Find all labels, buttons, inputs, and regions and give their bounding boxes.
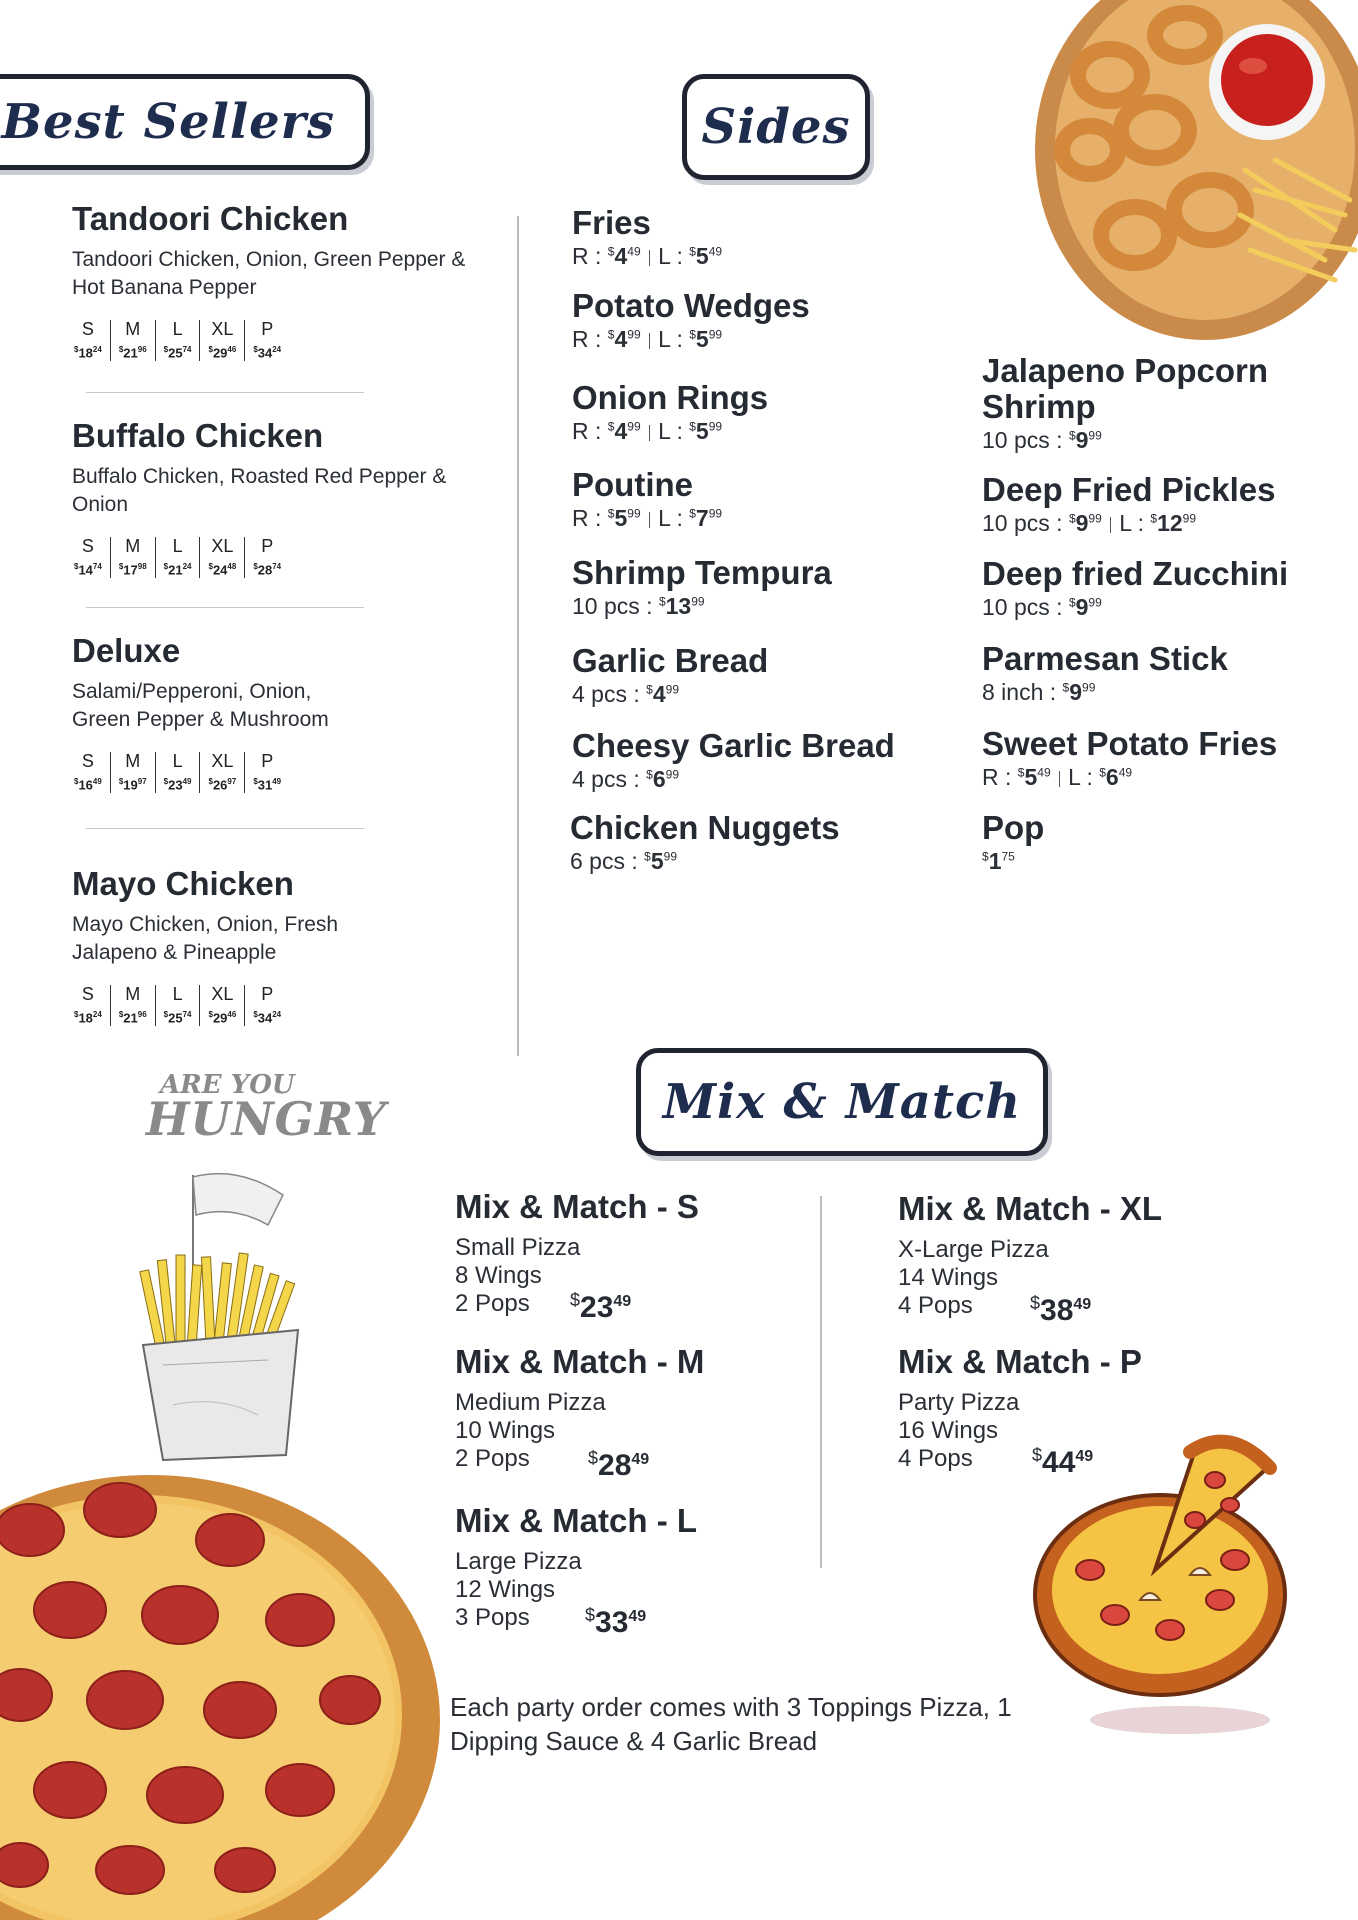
size-price: $^{\$}17^{98}$ xyxy=(118,562,147,578)
side-price: 10 pcs : $^{\$}9^{99}$ xyxy=(982,427,1102,453)
mix-match-line: 14 Wings xyxy=(898,1264,999,1291)
price: $^{\$}6^{49}$ xyxy=(1099,764,1133,790)
party-order-note: Each party order comes with 3 Toppings Pizza, 1 Dipping Sauce & 4 Garlic Bread xyxy=(450,1692,1012,1756)
mix-match-price: $^{\$}33^{49}$ xyxy=(585,1605,647,1639)
size-option xyxy=(72,320,111,361)
mix-match-line: 4 Pops xyxy=(898,1292,973,1319)
mix-match-line: 8 Wings xyxy=(455,1262,542,1289)
size-label: S xyxy=(81,984,94,1004)
size-price: $^{\$}16^{49}$ xyxy=(74,777,102,793)
size-label: L xyxy=(172,319,183,339)
size-label: P xyxy=(261,319,274,339)
side-price: 10 pcs : $^{\$}9^{99}$ L : $^{\$}12^{99}$ xyxy=(982,510,1197,536)
size-price: $^{\$}21^{96}$ xyxy=(118,1010,147,1026)
item-name: Mayo Chicken xyxy=(72,865,294,902)
side-item xyxy=(572,643,912,708)
item-description: Salami/Pepperoni, Onion, Green Pepper & Mushroom xyxy=(72,680,329,731)
price: $^{\$}4^{99}$ xyxy=(607,418,641,444)
mix-match-contents xyxy=(898,1236,1298,1320)
hungry-line-2: HUNGRY xyxy=(146,1092,387,1146)
side-item xyxy=(982,472,1322,537)
side-name: Pop xyxy=(982,809,1045,846)
mix-match-line: 10 Wings xyxy=(455,1417,556,1444)
mix-match-name: Mix & Match - L xyxy=(455,1502,698,1539)
size-label: S xyxy=(81,751,94,771)
mix-match-item xyxy=(898,1343,1298,1473)
mix-match-item xyxy=(455,1188,855,1318)
side-item xyxy=(572,288,912,353)
price: $^{\$}4^{99}$ xyxy=(646,681,679,707)
price: $^{\$}6^{99}$ xyxy=(646,766,679,792)
side-price: 10 pcs : $^{\$}9^{99}$ xyxy=(982,594,1102,620)
price: $^{\$}7^{99}$ xyxy=(689,505,723,531)
size-option xyxy=(156,985,201,1026)
side-name: Fries xyxy=(572,204,651,241)
size-label: L xyxy=(172,751,183,771)
item-name: Tandoori Chicken xyxy=(72,200,349,237)
size-option xyxy=(200,320,245,361)
side-name: Parmesan Stick xyxy=(982,640,1228,677)
mix-match-price: $^{\$}23^{49}$ xyxy=(570,1290,632,1324)
side-item xyxy=(572,728,912,793)
side-name: Chicken Nuggets xyxy=(570,809,840,846)
mix-match-line: Party Pizza xyxy=(898,1389,1020,1416)
side-item xyxy=(982,556,1322,621)
sides-title: Sides xyxy=(701,99,851,155)
size-label: M xyxy=(125,536,141,556)
mix-match-line: 12 Wings xyxy=(455,1576,556,1603)
price: $^{\$}5^{99}$ xyxy=(644,848,677,874)
item-description: Buffalo Chicken, Roasted Red Pepper & Onion xyxy=(72,465,447,516)
price: $^{\$}5^{49}$ xyxy=(1017,764,1051,790)
size-option xyxy=(156,752,201,793)
size-price: $^{\$}34^{24}$ xyxy=(253,1010,282,1026)
side-item xyxy=(982,810,1322,875)
side-price: R : $^{\$}5^{49}$ L : $^{\$}6^{49}$ xyxy=(982,764,1133,790)
size-option xyxy=(72,985,111,1026)
size-label: XL xyxy=(211,319,234,339)
side-item xyxy=(572,380,912,445)
size-prices xyxy=(72,752,492,793)
mix-match-contents xyxy=(455,1389,855,1473)
side-name: Cheesy Garlic Bread xyxy=(572,727,895,764)
price: $^{\$}12^{99}$ xyxy=(1150,510,1197,536)
size-price: $^{\$}24^{48}$ xyxy=(208,562,237,578)
mix-match-name: Mix & Match - S xyxy=(455,1188,699,1225)
mix-match-contents xyxy=(455,1548,855,1632)
side-name: Onion Rings xyxy=(572,379,769,416)
side-item xyxy=(982,641,1322,706)
mix-match-line: 2 Pops xyxy=(455,1290,530,1317)
price: $^{\$}9^{99}$ xyxy=(1068,510,1102,536)
best-sellers-title: Best Sellers xyxy=(1,94,335,150)
item-description: Mayo Chicken, Onion, Fresh Jalapeno & Pineapple xyxy=(72,913,339,964)
side-price: 4 pcs : $^{\$}4^{99}$ xyxy=(572,681,679,707)
side-price: R : $^{\$}4^{99}$ L : $^{\$}5^{99}$ xyxy=(572,418,723,444)
item-separator xyxy=(86,607,364,608)
side-price: R : $^{\$}5^{99}$ L : $^{\$}7^{99}$ xyxy=(572,505,723,531)
size-option xyxy=(245,320,289,361)
size-price: $^{\$}25^{74}$ xyxy=(163,1010,192,1026)
mix-match-line: Small Pizza xyxy=(455,1234,581,1261)
size-label: M xyxy=(125,984,141,1004)
onion-rings-image xyxy=(1035,0,1358,345)
size-option xyxy=(200,537,245,578)
size-option xyxy=(245,537,289,578)
price: $^{\$}5^{99}$ xyxy=(607,505,641,531)
size-label: S xyxy=(81,319,94,339)
size-price: $^{\$}25^{74}$ xyxy=(163,345,192,361)
hungry-line-1: ARE YOU xyxy=(160,1070,295,1100)
size-price: $^{\$}21^{24}$ xyxy=(163,562,192,578)
side-price: 8 inch : $^{\$}9^{99}$ xyxy=(982,679,1096,705)
price: $^{\$}4^{49}$ xyxy=(607,243,641,269)
price: $^{\$}4^{99}$ xyxy=(607,326,641,352)
size-price: $^{\$}26^{97}$ xyxy=(208,777,237,793)
size-label: M xyxy=(125,319,141,339)
size-label: XL xyxy=(211,984,234,1004)
column-divider-top xyxy=(517,216,519,1056)
size-label: XL xyxy=(211,536,234,556)
side-name: Garlic Bread xyxy=(572,642,769,679)
mix-match-price: $^{\$}44^{49}$ xyxy=(1032,1445,1094,1479)
mix-match-line: 4 Pops xyxy=(898,1445,973,1472)
item-separator xyxy=(86,392,364,393)
mix-match-line: 16 Wings xyxy=(898,1417,999,1444)
side-price xyxy=(982,848,1322,875)
mix-match-line: 3 Pops xyxy=(455,1604,530,1631)
mix-match-contents xyxy=(455,1234,855,1318)
size-option xyxy=(245,985,289,1026)
mix-match-item xyxy=(455,1502,855,1632)
side-item xyxy=(570,810,910,875)
side-item xyxy=(572,467,912,532)
item-name: Deluxe xyxy=(72,632,181,669)
size-price: $^{\$}21^{96}$ xyxy=(118,345,147,361)
side-price: 6 pcs : $^{\$}5^{99}$ xyxy=(570,848,677,874)
best-seller-item xyxy=(72,865,492,1026)
size-label: P xyxy=(261,751,274,771)
size-label: P xyxy=(261,984,274,1004)
best-seller-item xyxy=(72,417,492,578)
side-price: R : $^{\$}4^{99}$ L : $^{\$}5^{99}$ xyxy=(572,326,723,352)
size-price: $^{\$}18^{24}$ xyxy=(74,345,102,361)
size-price: $^{\$}31^{49}$ xyxy=(253,777,282,793)
side-name: Deep fried Zucchini xyxy=(982,555,1289,592)
mix-match-line: Large Pizza xyxy=(455,1548,582,1575)
mix-match-price: $^{\$}38^{49}$ xyxy=(1030,1293,1092,1327)
mix-match-name: Mix & Match - M xyxy=(455,1343,705,1380)
size-option xyxy=(72,537,111,578)
side-price: 10 pcs : $^{\$}13^{99}$ xyxy=(572,593,705,619)
size-option xyxy=(111,752,156,793)
size-price: $^{\$}29^{46}$ xyxy=(208,345,237,361)
price: $^{\$}13^{99}$ xyxy=(658,593,705,619)
size-price: $^{\$}19^{97}$ xyxy=(118,777,147,793)
size-option xyxy=(111,985,156,1026)
are-you-hungry-text xyxy=(146,1070,387,1146)
size-label: P xyxy=(261,536,274,556)
mix-match-name: Mix & Match - P xyxy=(898,1343,1142,1380)
size-option xyxy=(111,537,156,578)
item-description: Tandoori Chicken, Onion, Green Pepper & Hot Banana Pepper xyxy=(72,248,466,299)
size-label: L xyxy=(172,984,183,1004)
side-item xyxy=(982,726,1322,791)
size-option xyxy=(72,752,111,793)
size-option xyxy=(156,320,201,361)
size-label: L xyxy=(172,536,183,556)
mix-match-header xyxy=(636,1048,1048,1156)
mix-match-line: X-Large Pizza xyxy=(898,1236,1049,1263)
mix-match-contents xyxy=(898,1389,1298,1473)
mix-match-line: Medium Pizza xyxy=(455,1389,606,1416)
size-label: S xyxy=(81,536,94,556)
side-price: R : $^{\$}4^{49}$ L : $^{\$}5^{49}$ xyxy=(572,243,723,269)
sides-header xyxy=(682,74,870,180)
item-separator xyxy=(86,828,364,829)
size-label: M xyxy=(125,751,141,771)
best-sellers-header xyxy=(0,74,370,170)
size-option xyxy=(200,985,245,1026)
side-item xyxy=(572,555,912,620)
size-price: $^{\$}29^{46}$ xyxy=(208,1010,237,1026)
size-prices xyxy=(72,985,492,1026)
size-price: $^{\$}28^{74}$ xyxy=(253,562,282,578)
side-name: Poutine xyxy=(572,466,693,503)
price: $^{\$}9^{99}$ xyxy=(1068,594,1102,620)
size-option xyxy=(156,537,201,578)
price: $^{\$}5^{99}$ xyxy=(689,418,723,444)
side-item xyxy=(572,205,912,270)
size-price: $^{\$}14^{74}$ xyxy=(74,562,102,578)
mix-match-item xyxy=(455,1343,855,1473)
price: $^{\$}9^{99}$ xyxy=(1068,427,1102,453)
price: $^{\$}5^{99}$ xyxy=(689,326,723,352)
mix-match-price: $^{\$}28^{49}$ xyxy=(588,1448,650,1482)
size-prices xyxy=(72,320,492,361)
size-price: $^{\$}34^{24}$ xyxy=(253,345,282,361)
size-prices xyxy=(72,537,492,578)
size-label: XL xyxy=(211,751,234,771)
best-seller-item xyxy=(72,200,492,361)
side-name: Sweet Potato Fries xyxy=(982,725,1278,762)
size-price: $^{\$}18^{24}$ xyxy=(74,1010,102,1026)
side-name: Shrimp Tempura xyxy=(572,554,832,591)
side-item xyxy=(982,353,1282,454)
price: $^{\$}5^{49}$ xyxy=(689,243,723,269)
fries-sketch-image xyxy=(118,1165,338,1465)
side-name: Deep Fried Pickles xyxy=(982,471,1276,508)
price: $^{\$}1^{75}$ xyxy=(982,848,1015,874)
item-name: Buffalo Chicken xyxy=(72,417,324,454)
size-option xyxy=(111,320,156,361)
size-option xyxy=(245,752,289,793)
mix-match-line: 2 Pops xyxy=(455,1445,530,1472)
mix-match-title: Mix & Match xyxy=(662,1074,1022,1130)
size-price: $^{\$}23^{49}$ xyxy=(163,777,192,793)
side-price: 4 pcs : $^{\$}6^{99}$ xyxy=(572,766,679,792)
side-name: Jalapeno Popcorn Shrimp xyxy=(982,352,1269,425)
best-seller-item xyxy=(72,632,492,793)
mix-match-item xyxy=(898,1190,1298,1320)
pepperoni-pizza-image xyxy=(0,1470,450,1920)
side-name: Potato Wedges xyxy=(572,287,810,324)
price: $^{\$}9^{99}$ xyxy=(1062,679,1096,705)
mix-match-name: Mix & Match - XL xyxy=(898,1190,1163,1227)
size-option xyxy=(200,752,245,793)
